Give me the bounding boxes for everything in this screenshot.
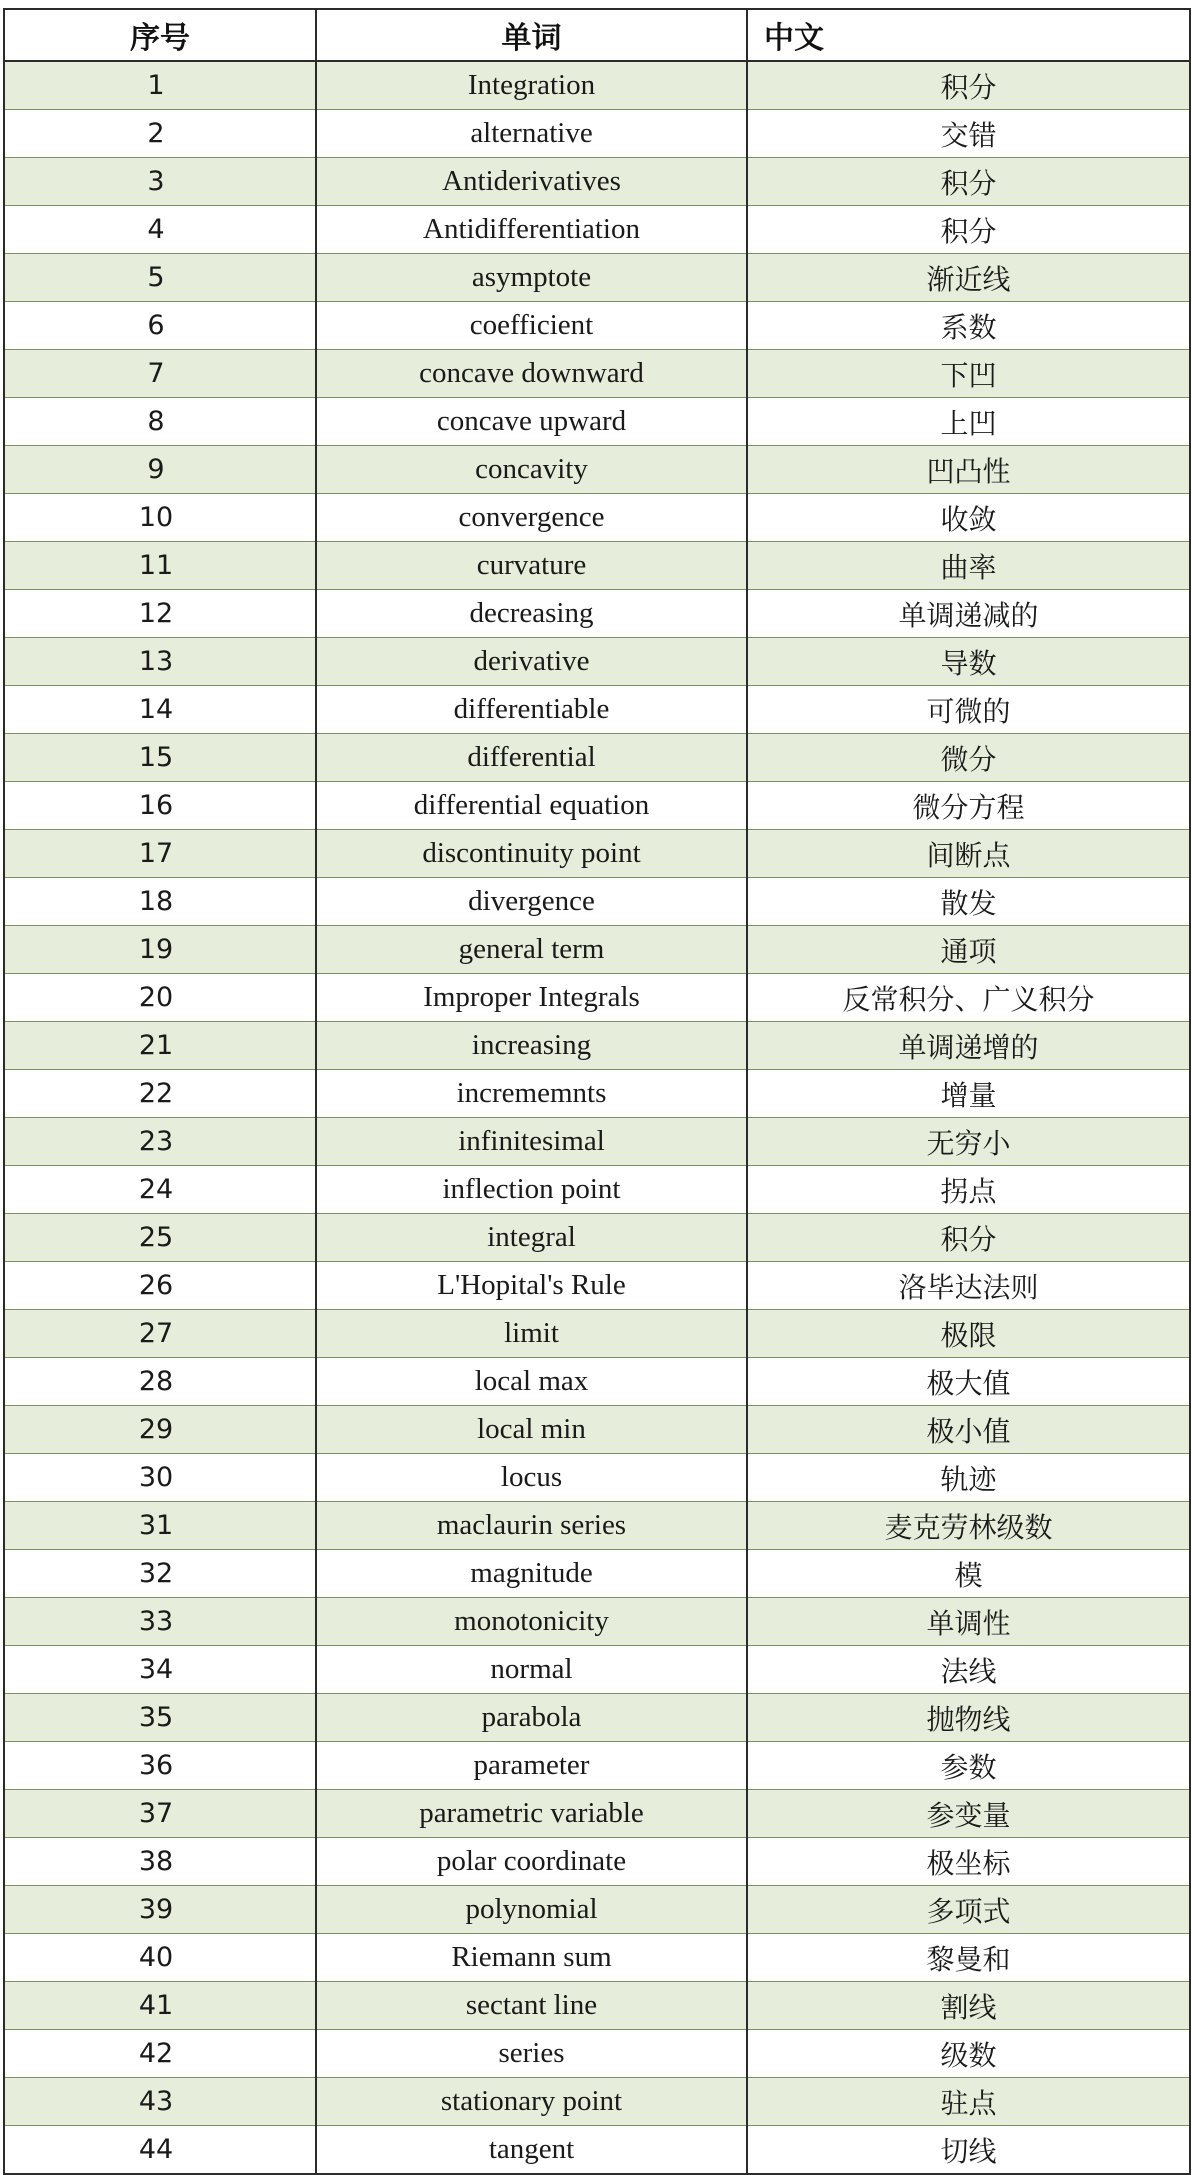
table-row — [4, 2126, 1190, 2175]
chinese-term: 下凹 — [747, 350, 1190, 398]
chinese-term: 拐点 — [747, 1166, 1190, 1214]
header-number: 序号 — [4, 9, 316, 61]
chinese-term: 渐近线 — [747, 254, 1190, 302]
row-number: 11 — [4, 542, 316, 590]
english-term: magnitude — [316, 1550, 747, 1598]
table-row — [4, 1166, 1190, 1214]
english-term: locus — [316, 1454, 747, 1502]
row-number: 21 — [4, 1022, 316, 1070]
table-row — [4, 782, 1190, 830]
table-row — [4, 734, 1190, 782]
english-term: inflection point — [316, 1166, 747, 1214]
row-number: 42 — [4, 2030, 316, 2078]
english-term: normal — [316, 1646, 747, 1694]
english-term: concavity — [316, 446, 747, 494]
table-row — [4, 446, 1190, 494]
row-number: 14 — [4, 686, 316, 734]
table-row — [4, 1742, 1190, 1790]
row-number: 22 — [4, 1070, 316, 1118]
chinese-term: 极限 — [747, 1310, 1190, 1358]
table-row — [4, 1262, 1190, 1310]
english-term: differentiable — [316, 686, 747, 734]
english-term: maclaurin series — [316, 1502, 747, 1550]
table-row — [4, 2078, 1190, 2126]
row-number: 34 — [4, 1646, 316, 1694]
table-row — [4, 350, 1190, 398]
english-term: infinitesimal — [316, 1118, 747, 1166]
english-term: parameter — [316, 1742, 747, 1790]
table-row — [4, 1790, 1190, 1838]
english-term: L'Hopital's Rule — [316, 1262, 747, 1310]
table-row — [4, 398, 1190, 446]
english-term: discontinuity point — [316, 830, 747, 878]
row-number: 25 — [4, 1214, 316, 1262]
chinese-term: 间断点 — [747, 830, 1190, 878]
english-term: general term — [316, 926, 747, 974]
row-number: 3 — [4, 158, 316, 206]
chinese-term: 切线 — [747, 2126, 1190, 2175]
table-row — [4, 974, 1190, 1022]
english-term: Improper Integrals — [316, 974, 747, 1022]
table-row — [4, 926, 1190, 974]
table-row — [4, 638, 1190, 686]
row-number: 20 — [4, 974, 316, 1022]
chinese-term: 增量 — [747, 1070, 1190, 1118]
row-number: 15 — [4, 734, 316, 782]
table-row — [4, 1022, 1190, 1070]
chinese-term: 模 — [747, 1550, 1190, 1598]
chinese-term: 反常积分、广义积分 — [747, 974, 1190, 1022]
chinese-term: 积分 — [747, 61, 1190, 110]
chinese-term: 抛物线 — [747, 1694, 1190, 1742]
header-word: 单词 — [316, 9, 747, 61]
table-row — [4, 1886, 1190, 1934]
row-number: 4 — [4, 206, 316, 254]
table-row — [4, 1598, 1190, 1646]
row-number: 32 — [4, 1550, 316, 1598]
table-row — [4, 1118, 1190, 1166]
row-number: 10 — [4, 494, 316, 542]
chinese-term: 轨迹 — [747, 1454, 1190, 1502]
row-number: 30 — [4, 1454, 316, 1502]
english-term: incrememnts — [316, 1070, 747, 1118]
row-number: 23 — [4, 1118, 316, 1166]
table-row — [4, 542, 1190, 590]
header-chinese: 中文 — [747, 9, 1190, 61]
english-term: derivative — [316, 638, 747, 686]
row-number: 16 — [4, 782, 316, 830]
table-row — [4, 1214, 1190, 1262]
english-term: asymptote — [316, 254, 747, 302]
chinese-term: 单调性 — [747, 1598, 1190, 1646]
table-row — [4, 1406, 1190, 1454]
english-term: stationary point — [316, 2078, 747, 2126]
chinese-term: 驻点 — [747, 2078, 1190, 2126]
english-term: concave upward — [316, 398, 747, 446]
english-term: coefficient — [316, 302, 747, 350]
english-term: Antidifferentiation — [316, 206, 747, 254]
english-term: integral — [316, 1214, 747, 1262]
row-number: 6 — [4, 302, 316, 350]
english-term: polynomial — [316, 1886, 747, 1934]
english-term: Integration — [316, 61, 747, 110]
vocabulary-table — [3, 8, 1191, 2175]
row-number: 44 — [4, 2126, 316, 2175]
chinese-term: 割线 — [747, 1982, 1190, 2030]
row-number: 36 — [4, 1742, 316, 1790]
row-number: 7 — [4, 350, 316, 398]
chinese-term: 积分 — [747, 206, 1190, 254]
row-number: 40 — [4, 1934, 316, 1982]
row-number: 1 — [4, 61, 316, 110]
chinese-term: 收敛 — [747, 494, 1190, 542]
table-row — [4, 1934, 1190, 1982]
chinese-term: 单调递增的 — [747, 1022, 1190, 1070]
table-row — [4, 110, 1190, 158]
chinese-term: 极小值 — [747, 1406, 1190, 1454]
table-row — [4, 1838, 1190, 1886]
row-number: 33 — [4, 1598, 316, 1646]
table-row — [4, 1646, 1190, 1694]
chinese-term: 单调递减的 — [747, 590, 1190, 638]
english-term: decreasing — [316, 590, 747, 638]
english-term: local min — [316, 1406, 747, 1454]
english-term: divergence — [316, 878, 747, 926]
chinese-term: 无穷小 — [747, 1118, 1190, 1166]
english-term: limit — [316, 1310, 747, 1358]
chinese-term: 参数 — [747, 1742, 1190, 1790]
row-number: 26 — [4, 1262, 316, 1310]
chinese-term: 多项式 — [747, 1886, 1190, 1934]
chinese-term: 可微的 — [747, 686, 1190, 734]
row-number: 38 — [4, 1838, 316, 1886]
vocabulary-sheet — [3, 8, 1189, 2175]
row-number: 18 — [4, 878, 316, 926]
table-row — [4, 686, 1190, 734]
english-term: monotonicity — [316, 1598, 747, 1646]
chinese-term: 麦克劳林级数 — [747, 1502, 1190, 1550]
english-term: increasing — [316, 1022, 747, 1070]
table-row — [4, 1070, 1190, 1118]
table-row — [4, 1694, 1190, 1742]
row-number: 41 — [4, 1982, 316, 2030]
english-term: curvature — [316, 542, 747, 590]
chinese-term: 参变量 — [747, 1790, 1190, 1838]
row-number: 8 — [4, 398, 316, 446]
row-number: 13 — [4, 638, 316, 686]
row-number: 5 — [4, 254, 316, 302]
chinese-term: 极大值 — [747, 1358, 1190, 1406]
chinese-term: 法线 — [747, 1646, 1190, 1694]
row-number: 28 — [4, 1358, 316, 1406]
english-term: tangent — [316, 2126, 747, 2175]
row-number: 39 — [4, 1886, 316, 1934]
english-term: Riemann sum — [316, 1934, 747, 1982]
table-row — [4, 1310, 1190, 1358]
table-row — [4, 590, 1190, 638]
row-number: 12 — [4, 590, 316, 638]
row-number: 43 — [4, 2078, 316, 2126]
row-number: 24 — [4, 1166, 316, 1214]
table-row — [4, 1502, 1190, 1550]
table-body — [4, 61, 1190, 2174]
english-term: convergence — [316, 494, 747, 542]
english-term: concave downward — [316, 350, 747, 398]
chinese-term: 黎曼和 — [747, 1934, 1190, 1982]
table-row — [4, 2030, 1190, 2078]
table-row — [4, 1358, 1190, 1406]
chinese-term: 系数 — [747, 302, 1190, 350]
english-term: parametric variable — [316, 1790, 747, 1838]
chinese-term: 微分方程 — [747, 782, 1190, 830]
table-row — [4, 254, 1190, 302]
row-number: 31 — [4, 1502, 316, 1550]
table-row — [4, 61, 1190, 110]
row-number: 37 — [4, 1790, 316, 1838]
header-row — [4, 9, 1190, 61]
table-row — [4, 494, 1190, 542]
english-term: differential — [316, 734, 747, 782]
table-row — [4, 206, 1190, 254]
table-row — [4, 1982, 1190, 2030]
row-number: 27 — [4, 1310, 316, 1358]
chinese-term: 凹凸性 — [747, 446, 1190, 494]
table-row — [4, 1454, 1190, 1502]
chinese-term: 积分 — [747, 158, 1190, 206]
english-term: Antiderivatives — [316, 158, 747, 206]
chinese-term: 上凹 — [747, 398, 1190, 446]
chinese-term: 微分 — [747, 734, 1190, 782]
table-row — [4, 158, 1190, 206]
chinese-term: 洛毕达法则 — [747, 1262, 1190, 1310]
chinese-term: 曲率 — [747, 542, 1190, 590]
chinese-term: 交错 — [747, 110, 1190, 158]
chinese-term: 极坐标 — [747, 1838, 1190, 1886]
english-term: sectant line — [316, 1982, 747, 2030]
row-number: 19 — [4, 926, 316, 974]
table-row — [4, 302, 1190, 350]
english-term: parabola — [316, 1694, 747, 1742]
english-term: polar coordinate — [316, 1838, 747, 1886]
row-number: 29 — [4, 1406, 316, 1454]
table-header — [4, 9, 1190, 61]
row-number: 9 — [4, 446, 316, 494]
chinese-term: 通项 — [747, 926, 1190, 974]
table-row — [4, 878, 1190, 926]
chinese-term: 导数 — [747, 638, 1190, 686]
english-term: differential equation — [316, 782, 747, 830]
english-term: local max — [316, 1358, 747, 1406]
english-term: series — [316, 2030, 747, 2078]
table-row — [4, 830, 1190, 878]
chinese-term: 级数 — [747, 2030, 1190, 2078]
row-number: 35 — [4, 1694, 316, 1742]
row-number: 2 — [4, 110, 316, 158]
table-row — [4, 1550, 1190, 1598]
chinese-term: 积分 — [747, 1214, 1190, 1262]
row-number: 17 — [4, 830, 316, 878]
chinese-term: 散发 — [747, 878, 1190, 926]
english-term: alternative — [316, 110, 747, 158]
